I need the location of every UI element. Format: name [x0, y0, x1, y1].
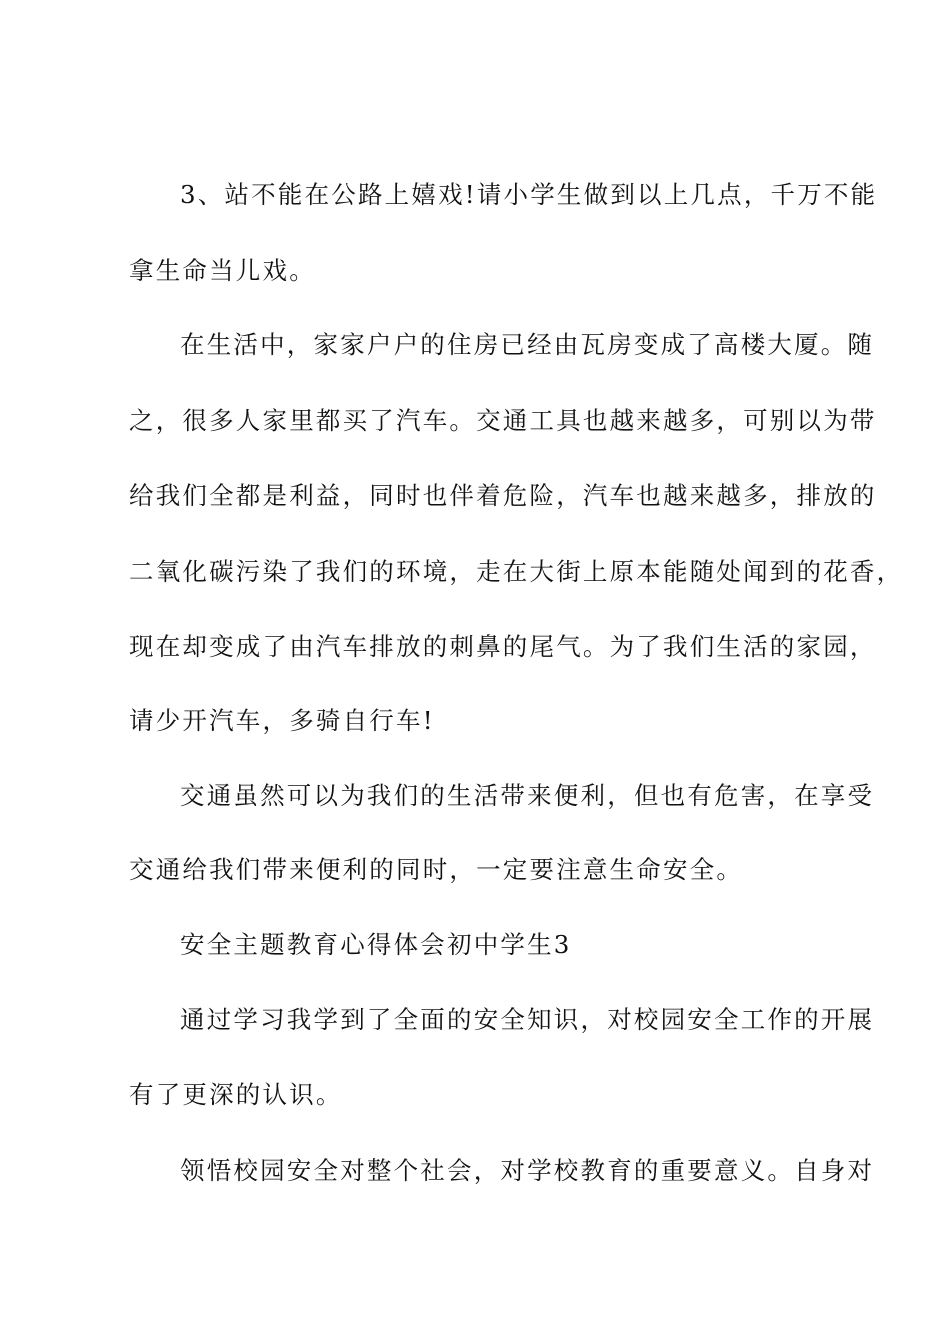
paragraph-line: 给我们全都是利益，同时也伴着危险，汽车也越来越多，排放的 — [129, 481, 877, 510]
paragraph-line: 3、站不能在公路上嬉戏!请小学生做到以上几点，千万不能 — [180, 180, 878, 209]
paragraph-line: 在生活中，家家户户的住房已经由瓦房变成了高楼大厦。随 — [180, 330, 875, 359]
paragraph-line: 拿生命当儿戏。 — [129, 256, 316, 285]
paragraph-line: 之，很多人家里都买了汽车。交通工具也越来越多，可别以为带 — [129, 406, 877, 435]
paragraph-line: 现在却变成了由汽车排放的刺鼻的尾气。为了我们生活的家园， — [129, 632, 877, 661]
section-heading: 安全主题教育心得体会初中学生3 — [180, 930, 572, 959]
paragraph-line: 交通给我们带来便利的同时，一定要注意生命安全。 — [129, 855, 744, 884]
paragraph-line: 有了更深的认识。 — [129, 1080, 343, 1109]
paragraph-line: 通过学习我学到了全面的安全知识，对校园安全工作的开展 — [180, 1005, 875, 1034]
paragraph-line: 请少开汽车，多骑自行车! — [129, 706, 435, 735]
paragraph-line: 交通虽然可以为我们的生活带来便利，但也有危害，在享受 — [180, 781, 875, 810]
paragraph-line: 领悟校园安全对整个社会，对学校教育的重要意义。自身对 — [180, 1156, 875, 1185]
paragraph-line: 二氧化碳污染了我们的环境，走在大街上原本能随处闻到的花香， — [129, 557, 904, 586]
